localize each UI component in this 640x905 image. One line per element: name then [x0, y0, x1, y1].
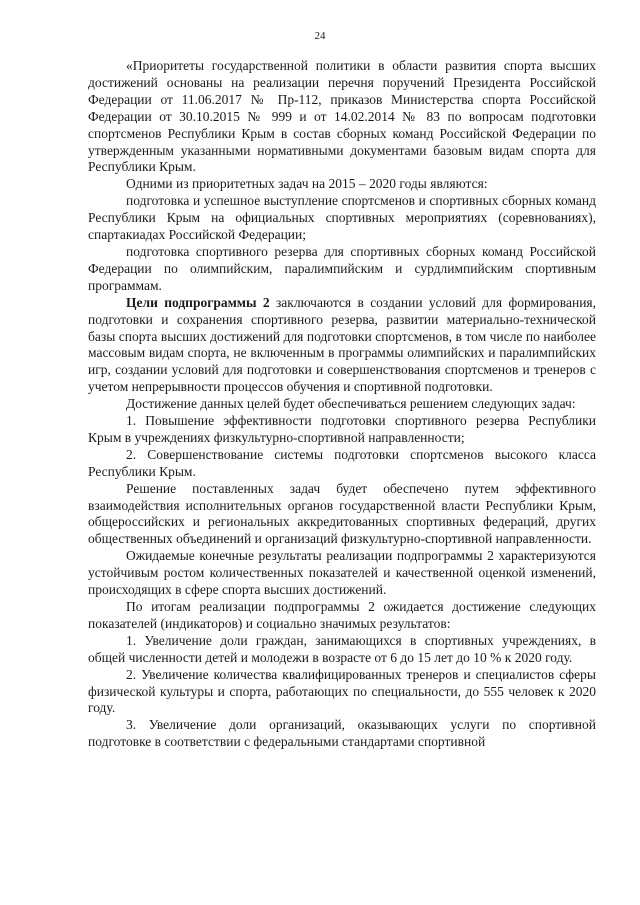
paragraph-solution: Решение поставленных задач будет обеспечено путем эффективного взаимодействия исполнительных органов государственной власти Республики Крым, общероссийских и региональных аккредитованных спортивных федераций, других общественных объединений и организаций физкультурно-спортивной направленности. [88, 480, 596, 547]
page-number: 24 [314, 30, 326, 42]
paragraph-task-reserve: подготовка спортивного резерва для спортивных сборных команд Российской Федерации по олимпийским, паралимпийским и сурдлимпийским спортивным программам. [88, 243, 596, 293]
paragraph-expected-results: Ожидаемые конечные результаты реализации подпрограммы 2 характеризуются устойчивым ростом количественных показателей и качественной оценкой изменений, происходящих в сфере спорта высших достижений. [88, 548, 596, 598]
goals-heading: Цели подпрограммы 2 [126, 294, 270, 310]
paragraph-indicator-1: 1. Увеличение доли граждан, занимающихся в спортивных учреждениях, в общей численности детей и молодежи в возрасте от 6 до 15 лет до 10 % к 2020 году. [88, 632, 596, 665]
paragraph-task-performance: подготовка и успешное выступление спортсменов и спортивных сборных команд Республики Крым на официальных спортивных мероприятиях (соревнованиях), спартакиадах Российской Федерации; [88, 193, 596, 243]
paragraph-tasks-intro: Одними из приоритетных задач на 2015 – 2020 годы являются: [126, 176, 488, 192]
paragraph-indicator-3: 3. Увеличение доли организаций, оказывающих услуги по спортивной подготовке в соответствии с федеральными стандартами спортивной [88, 717, 596, 750]
paragraph-indicator-2: 2. Увеличение количества квалифицированных тренеров и специалистов сферы физической культуры и спорта, работающих по специальности, до 555 человек к 2020 году. [88, 666, 596, 716]
paragraph-task-1: 1. Повышение эффективности подготовки спортивного резерва Республики Крым в учреждениях физкультурно-спортивной направленности; [88, 413, 596, 445]
paragraph-task-2: 2. Совершенствование системы подготовки спортсменов высокого класса Республики Крым. [88, 446, 596, 479]
paragraph-goals [88, 295, 596, 396]
paragraph-priorities: «Приоритеты государственной политики в области развития спорта высших достижений основаны на реализации перечня поручений Президента Российской Федерации от 11.06.2017 № Пр-112, приказов Министерства спорта Российской Федерации от 30.10.2015 № 999 и от 14.02.2014 № 83 по вопросам подготовки спортсменов Республики Крым в состав сборных команд Российской Федерации по утвержденным указанными нормативными документами базовым видам спорта для Республики Крым. [88, 58, 596, 175]
document-body [88, 58, 596, 751]
paragraph-indicators-intro: По итогам реализации подпрограммы 2 ожидается достижение следующих показателей (индикаторов) и социально значимых результатов: [88, 599, 596, 631]
goals-text: заключаются в создании условий для формирования, подготовки и сохранения спортивного резерва, развитии материально-технической базы спорта высших достижений для подготовки спортсменов, в том числе по наиболее массовым видам спорта, не включенным в программы олимпийских и паралимпийских игр, создании условий для подготовки и совершенствования спортсменов и тренеров с учетом непрерывности процессов обучения и спортивной подготовки. [88, 294, 596, 395]
paragraph-achievement-intro: Достижение данных целей будет обеспечиваться решением следующих задач: [126, 396, 576, 412]
